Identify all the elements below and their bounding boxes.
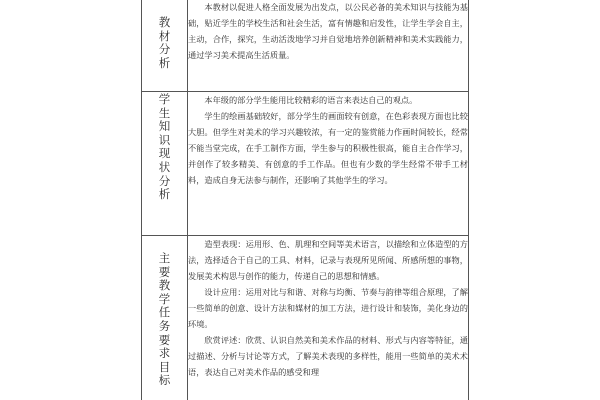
row-label-char: 要 bbox=[158, 332, 171, 347]
row-label-char: 任 bbox=[158, 305, 171, 320]
paragraph: 欣赏评述：欣赏、认识自然美和美术作品的材料、形式与内容等特征，通过描述、分析与讨论等方式，了解美术表现的多样性，能用一些简单的美术术语，表达自己对美术作品的感受和理 bbox=[188, 335, 468, 377]
row-label-char: 主 bbox=[158, 251, 171, 265]
row-label-char: 材 bbox=[158, 28, 171, 43]
row-label-char: 析 bbox=[158, 187, 171, 202]
row-label-char: 分 bbox=[158, 42, 171, 57]
row-label bbox=[142, 92, 187, 202]
row-label bbox=[142, 236, 187, 388]
row-label-char: 要 bbox=[158, 264, 171, 279]
row-label-char: 生 bbox=[158, 105, 171, 120]
row-content-cell bbox=[188, 236, 469, 400]
row-label-char: 目 bbox=[158, 359, 171, 374]
row-label-cell bbox=[142, 0, 188, 92]
row-label-char: 分 bbox=[158, 173, 171, 188]
row-label-char: 求 bbox=[158, 346, 171, 361]
paragraph: 设计应用：运用对比与和谐、对称与均衡、节奏与韵律等组合原理，了解一些简单的创意、设计方法和媒材的加工方法，进行设计和装饰，美化身边的环境。 bbox=[188, 287, 468, 329]
row-content-cell bbox=[188, 0, 469, 92]
row-label-char: 学 bbox=[158, 92, 171, 106]
row-label-char: 现 bbox=[158, 146, 171, 161]
row-label-char: 务 bbox=[158, 318, 171, 333]
row-label-cell bbox=[142, 236, 188, 400]
row-label-char: 教 bbox=[158, 278, 171, 293]
row-label bbox=[142, 0, 187, 70]
row-label-char: 析 bbox=[158, 55, 171, 70]
row-label-char: 学 bbox=[158, 291, 171, 306]
paragraph: 本教材以促进人格全面发展为出发点，以公民必备的美术知识与技能为基础，贴近学生的学校生活和社会生活，富有情趣和启发性，让学生学会自主，主动，合作，探究，生动活泼地学习并自觉地培养创新精神和美术实践能力，通过学习美术提高生活质量。 bbox=[188, 2, 468, 60]
row-label-char: 识 bbox=[158, 132, 171, 147]
row-label-char: 标 bbox=[158, 373, 171, 388]
table-row-textbook-analysis bbox=[142, 0, 469, 92]
table-row-student-status bbox=[142, 92, 469, 236]
row-content-cell bbox=[188, 92, 469, 236]
paragraph: 造型表现：运用形、色、肌理和空间等美术语言，以描绘和立体造型的方法，选择适合于自己的工具、材料，记录与表现所见所闻、所感所想的事物，发展美术构思与创作的能力，传递自己的思想和情感。 bbox=[188, 239, 468, 281]
paragraph: 本年级的部分学生能用比较精彩的语言来表达自己的观点。 bbox=[204, 95, 418, 105]
teaching-plan-table bbox=[141, 0, 469, 400]
row-label-cell bbox=[142, 92, 188, 236]
row-label-char: 知 bbox=[158, 119, 171, 134]
table-row-teaching-goals bbox=[142, 236, 469, 400]
row-label-char: 教 bbox=[158, 15, 171, 29]
paragraph: 学生的绘画基础较好，部分学生的画面较有创意，在色彩表现方面也比较大胆。但学生对美术的学习兴趣较浓，有一定的鉴赏能力作画时间较长，经常不能当堂完成，在手工制作方面，学生参与的积极性很高，能自主合作学习，并创作了较多精美、有创意的手工作品。但也有少数的学生经常不带手工材料，造成自身无法参与制作，还影响了其他学生的学习。 bbox=[188, 111, 468, 185]
row-label-char: 状 bbox=[158, 159, 171, 174]
